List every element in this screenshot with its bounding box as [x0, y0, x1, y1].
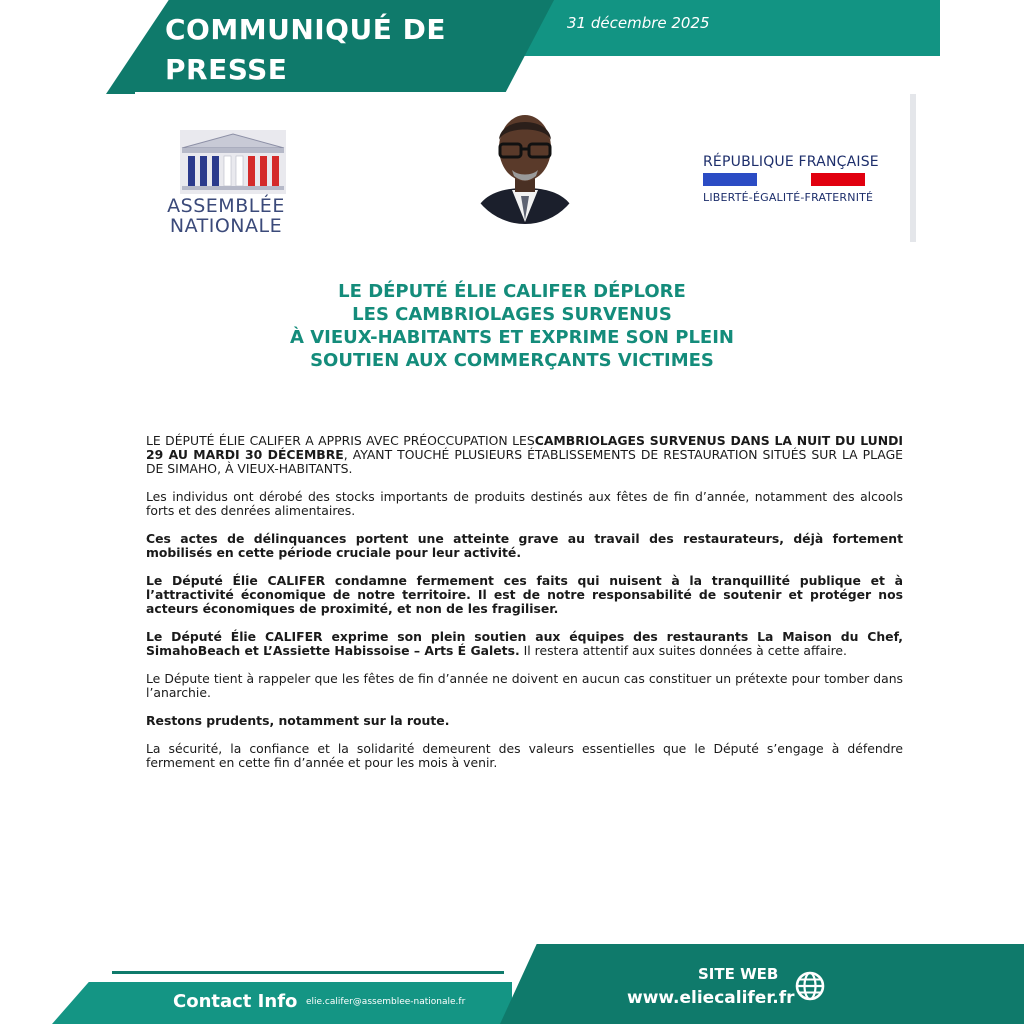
assemblee-line-2: NATIONALE — [169, 215, 283, 237]
paragraph-thefts: Les individus ont dérobé des stocks importants de produits destinés aux fêtes de fin d’année, notamment des alcools forts et des denrées alimentaires. — [146, 489, 903, 518]
site-web-label: SITE WEB — [698, 965, 779, 983]
paragraph-intro — [146, 434, 903, 476]
footer-band-right — [500, 944, 1024, 1024]
globe-icon[interactable] — [794, 970, 826, 1002]
intro-text-end: , AYANT TOUCHÉ PLUSIEURS ÉTABLISSEMENTS DE RESTAURATION SITUÉS SUR LA PLAGE DE SIMAHO, À VIEUX-HABITANTS. — [146, 447, 903, 476]
republique-motto: LIBERTÉ-ÉGALITÉ-FRATERNITÉ — [703, 191, 874, 204]
french-flag-stripe — [703, 173, 865, 186]
caution-bold: Restons prudents, notamment sur la route. — [146, 713, 450, 728]
headline-line: À VIEUX-HABITANTS ET EXPRIME SON PLEIN — [290, 327, 734, 348]
condemnation-bold: Le Député Élie CALIFER condamne fermement ces faits qui nuisent à la tranquillité publique et à l’attractivité économique de notre territoire. Il est de notre responsabilité de soutenir et protéger nos acteurs économiques de proximité, et non de les fragiliser. — [146, 573, 903, 616]
support-bold: Le Député Élie CALIFER exprime son plein soutien aux équipes des restaurants La Maison du Chef, SimahoBeach et L’Assiette Habissoise – Arts É Galets. — [146, 629, 903, 658]
assemblee-nationale-text — [150, 196, 302, 236]
website-link[interactable]: www.eliecalifer.fr — [627, 988, 795, 1008]
release-date: 31 décembre 2025 — [567, 14, 710, 32]
title-line-1: COMMUNIQUÉ DE — [165, 13, 446, 46]
header-divider — [135, 92, 915, 95]
intro-text: LE DÉPUTÉ ÉLIE CALIFER A APPRIS AVEC PRÉOCCUPATION LES — [146, 433, 535, 448]
paragraph-caution — [146, 714, 903, 728]
headline-line: LES CAMBRIOLAGES SURVENUS — [352, 304, 672, 325]
impact-bold: Ces actes de délinquances portent une atteinte grave au travail des restaurateurs, déjà fortement mobilisés en cette période cruciale pour leur activité. — [146, 531, 903, 560]
support-rest: Il restera attentif aux suites données à cette affaire. — [519, 643, 847, 658]
column-group-red — [248, 156, 279, 186]
republique-francaise-title: RÉPUBLIQUE FRANÇAISE — [703, 154, 879, 170]
headline — [262, 280, 762, 372]
paragraph-support — [146, 630, 903, 658]
footer-divider — [112, 971, 504, 974]
paragraph-reminder: Le Députe tient à rappeler que les fêtes de fin d’année ne doivent en aucun cas constituer un prétexte pour tomber dans l’anarchie. — [146, 671, 903, 700]
assemblee-line-1: ASSEMBLÉE — [167, 195, 285, 217]
press-release-body — [146, 434, 903, 784]
headline-line: SOUTIEN AUX COMMERÇANTS VICTIMES — [310, 350, 714, 371]
column-group-blue — [188, 156, 219, 186]
headline-line: LE DÉPUTÉ ÉLIE CALIFER DÉPLORE — [338, 281, 686, 302]
title-line-2: PRESSE — [165, 53, 288, 86]
contact-email-link[interactable]: elie.califer@assemblee-nationale.fr — [306, 997, 466, 1007]
paragraph-impact — [146, 532, 903, 560]
intro-bold: CAMBRIOLAGES SURVENUS DANS LA NUIT DU LUNDI 29 AU MARDI 30 DÉCEMBRE — [146, 433, 903, 462]
deputy-portrait — [466, 104, 584, 224]
page-title — [165, 10, 485, 90]
side-accent-bar — [910, 94, 916, 242]
paragraph-closing: La sécurité, la confiance et la solidarité demeurent des valeurs essentielles que le Député s’engage à défendre fermement en cette fin d’année et pour les mois à venir. — [146, 741, 903, 770]
paragraph-condemnation — [146, 574, 903, 616]
contact-info-label: Contact Info — [173, 991, 298, 1012]
